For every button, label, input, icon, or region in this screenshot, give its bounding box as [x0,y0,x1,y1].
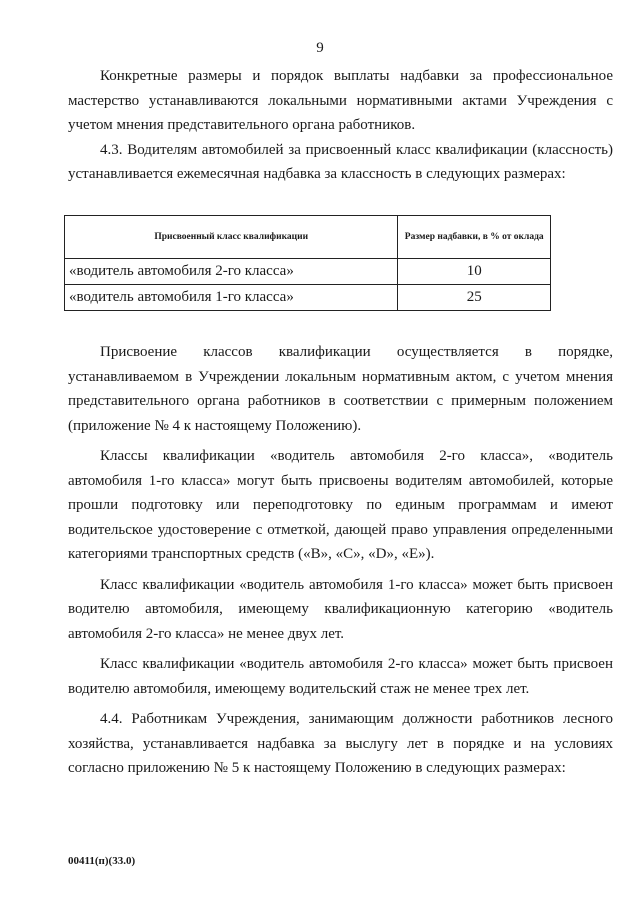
table-row [65,259,551,285]
table-cell-size: 25 [398,285,551,311]
paragraph: Классы квалификации «водитель автомобиля 2-го класса», «водитель автомобиля 1-го класса» могут быть присвоены водителям автомобилей, которые прошли подготовку или переподготовку по единым программам и имеют водительское удостоверение с отметкой, дающей право управления определенными категориями транспортных средств («B», «C», «D», «E»). [68,448,613,562]
paragraph: 4.3. Водителям автомобилей за присвоенный класс квалификации (классность) устанавливается ежемесячная надбавка за классность в следующих размерах: [68,141,613,182]
table-header-size: Размер надбавки, в % от оклада [398,216,551,259]
table-cell-class: «водитель автомобиля 1-го класса» [65,285,398,311]
intro-text [68,64,613,187]
table-cell-class: «водитель автомобиля 2-го класса» [65,259,398,285]
table-row [65,285,551,311]
paragraph: Присвоение классов квалификации осуществляется в порядке, устанавливаемом в Учреждении локальным нормативным актом, с учетом мнения представительного органа работников в соответствии с примерным положением (приложение № 4 к настоящему Положению). [68,344,613,434]
paragraph: Класс квалификации «водитель автомобиля 1-го класса» может быть присвоен водителю автомобиля, имеющему квалификационную категорию «водитель автомобиля 2-го класса» не менее двух лет. [68,576,613,642]
table-header-row [65,216,551,259]
table-header-class: Присвоенный класс квалификации [65,216,398,259]
paragraph: 4.4. Работникам Учреждения, занимающим должности работников лесного хозяйства, устанавливается надбавка за выслугу лет в порядке и на условиях согласно приложению № 5 к настоящему Положению в следующих размерах: [68,711,613,776]
paragraph: Конкретные размеры и порядок выплаты надбавки за профессиональное мастерство устанавливаются локальными нормативными актами Учреждения с учетом мнения представительного органа работников. [68,68,613,133]
paragraph: Класс квалификации «водитель автомобиля 2-го класса» может быть присвоен водителю автомобиля, имеющему водительский стаж не менее трех лет. [68,656,613,697]
page-number: 9 [316,40,324,56]
body-text [68,340,613,781]
document-code: 00411(п)(33.0) [68,855,136,867]
table-cell-size: 10 [398,259,551,285]
bonus-table [64,215,551,311]
